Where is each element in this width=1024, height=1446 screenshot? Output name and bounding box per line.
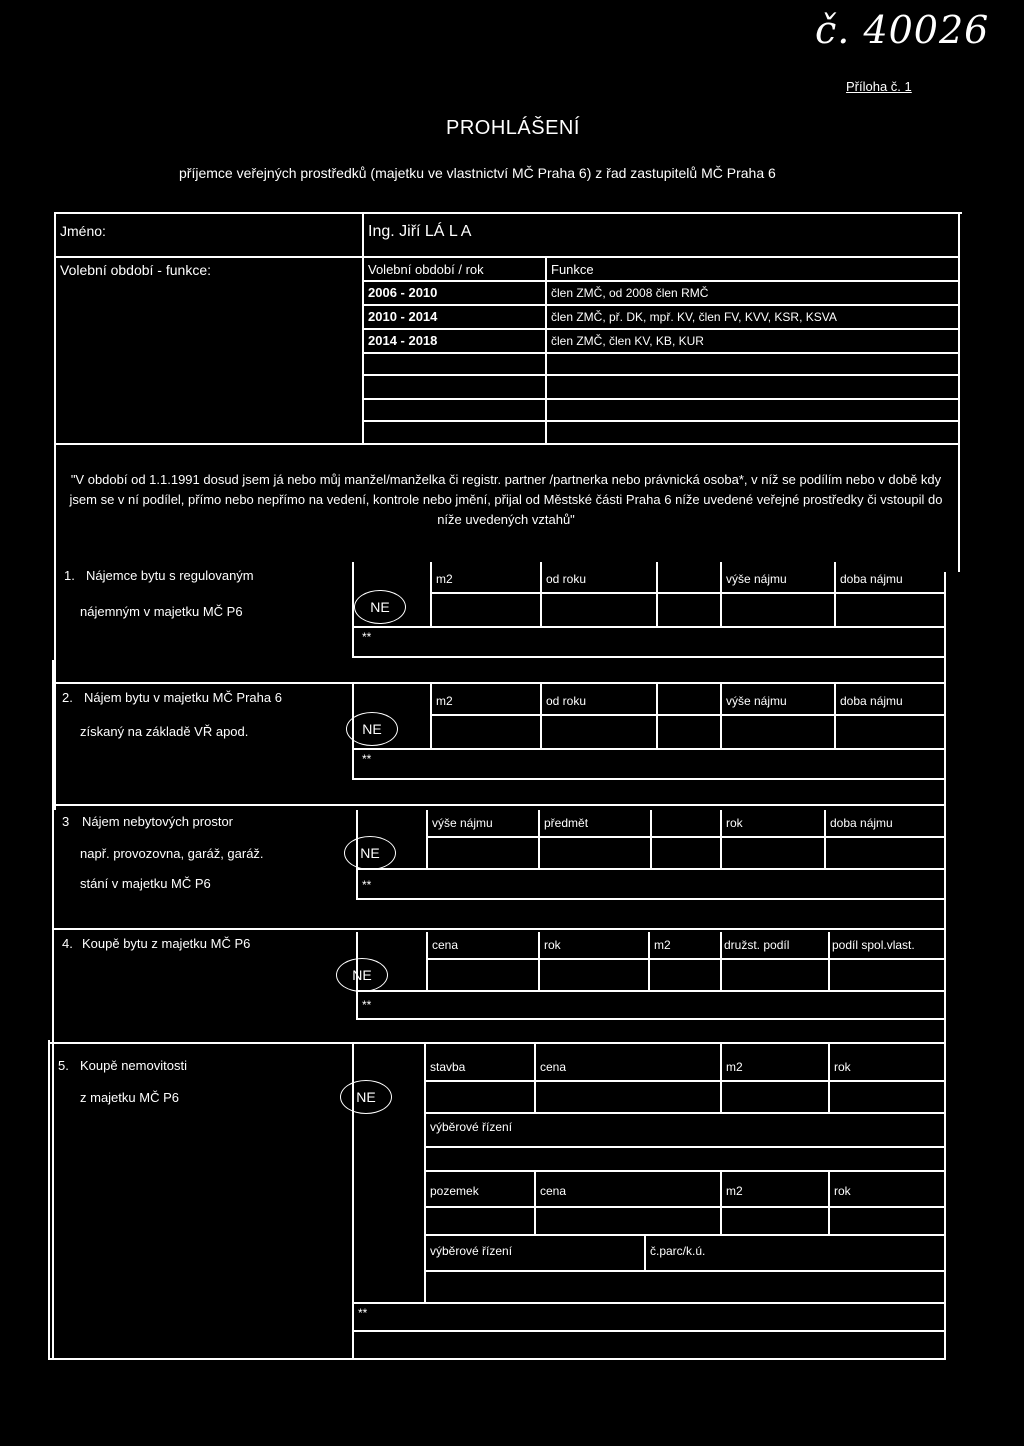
- term-function: člen ZMČ, člen KV, KB, KUR: [551, 334, 704, 348]
- term-period: 2010 - 2014: [368, 309, 438, 324]
- no-stamp: NE: [336, 958, 388, 992]
- section-2-number: 2.: [62, 690, 73, 705]
- term-label: Volební období - funkce:: [60, 262, 211, 278]
- section-1-number: 1.: [64, 568, 75, 583]
- section-5-title: Koupě nemovitosti: [80, 1058, 187, 1073]
- section-4-number: 4.: [62, 936, 73, 951]
- col-area: m2: [726, 1060, 743, 1074]
- double-star-marker: **: [362, 998, 372, 1012]
- section-2-subtitle: získaný na základě VŘ apod.: [80, 724, 249, 739]
- col-area: m2: [726, 1184, 743, 1198]
- col-price: cena: [540, 1060, 567, 1074]
- col-building: stavba: [430, 1060, 466, 1074]
- section-3-subtitle: např. provozovna, garáž, garáž.: [80, 846, 264, 861]
- section-3-number: 3: [62, 814, 70, 829]
- double-star-marker: **: [362, 878, 372, 892]
- col-coop-share: družst. podíl: [724, 938, 790, 952]
- col-since-year: od roku: [546, 694, 587, 708]
- name-label: Jméno:: [60, 223, 106, 239]
- tender-label: výběrové řízení: [430, 1120, 513, 1134]
- declaration-text: "V období od 1.1.1991 dosud jsem já nebo můj manžel/manželka či registr. partner /partnerka nebo právnická osoba*, v níž se podílím nebo v době kdy jsem se v ní podílel, přímo nebo nepřímo na vedení, kontrole nebo jmění, přijal od Městské části Praha 6 níže uvedené veřejné prostředky či vstoupil do níže uvedených vztahů": [69, 472, 943, 527]
- document-subtitle: příjemce veřejných prostředků (majetku ve vlastnictví MČ Praha 6) z řad zastupitelů MČ Praha 6: [179, 165, 776, 181]
- document-title: PROHLÁŠENÍ: [446, 117, 580, 139]
- col-year: rok: [834, 1060, 851, 1074]
- col-year: rok: [544, 938, 561, 952]
- section-3-title: Nájem nebytových prostor: [82, 814, 234, 829]
- section-1-subtitle: nájemným v majetku MČ P6: [80, 604, 243, 619]
- col-rent: výše nájmu: [432, 816, 493, 830]
- col-since-year: od roku: [546, 572, 587, 586]
- col-parcel-number: č.parc/k.ú.: [650, 1244, 706, 1258]
- col-co-ownership-share: podíl spol.vlast.: [832, 938, 915, 952]
- no-stamp: NE: [346, 712, 398, 746]
- col-area: m2: [436, 572, 453, 586]
- term-period: 2006 - 2010: [368, 285, 438, 300]
- col-rent-duration: doba nájmu: [830, 816, 893, 830]
- handwritten-record-number: č. 40026: [815, 8, 990, 52]
- section-3-subtitle-2: stání v majetku MČ P6: [80, 876, 211, 891]
- double-star-marker: **: [362, 630, 372, 644]
- col-rent: výše nájmu: [726, 694, 787, 708]
- col-price: cena: [432, 938, 459, 952]
- no-stamp: NE: [354, 590, 406, 624]
- col-rent: výše nájmu: [726, 572, 787, 586]
- col-rent-duration: doba nájmu: [840, 572, 903, 586]
- term-function: člen ZMČ, př. DK, mpř. KV, člen FV, KVV, KSR, KSVA: [551, 310, 837, 324]
- name-value: Ing. Jiří LÁ L A: [368, 223, 472, 240]
- section-1-title: Nájemce bytu s regulovaným: [86, 568, 254, 583]
- tender-label: výběrové řízení: [430, 1244, 513, 1258]
- section-5-number: 5.: [58, 1058, 69, 1073]
- col-function-header: Funkce: [551, 262, 594, 277]
- col-subject: předmět: [544, 816, 589, 830]
- col-land: pozemek: [430, 1184, 479, 1198]
- col-price: cena: [540, 1184, 567, 1198]
- no-stamp: NE: [340, 1080, 392, 1114]
- double-star-marker: **: [362, 752, 372, 766]
- no-stamp: NE: [344, 836, 396, 870]
- section-4-title: Koupě bytu z majetku MČ P6: [82, 936, 251, 951]
- term-period: 2014 - 2018: [368, 333, 438, 348]
- term-function: člen ZMČ, od 2008 člen RMČ: [551, 286, 709, 300]
- attachment-label: Příloha č. 1: [846, 79, 912, 94]
- col-year: rok: [726, 816, 743, 830]
- col-rent-duration: doba nájmu: [840, 694, 903, 708]
- double-star-marker: **: [358, 1306, 368, 1320]
- col-area: m2: [654, 938, 671, 952]
- section-5-subtitle: z majetku MČ P6: [80, 1090, 179, 1105]
- col-area: m2: [436, 694, 453, 708]
- col-year: rok: [834, 1184, 851, 1198]
- section-2-title: Nájem bytu v majetku MČ Praha 6: [84, 690, 282, 705]
- col-period-header: Volební období / rok: [368, 262, 484, 277]
